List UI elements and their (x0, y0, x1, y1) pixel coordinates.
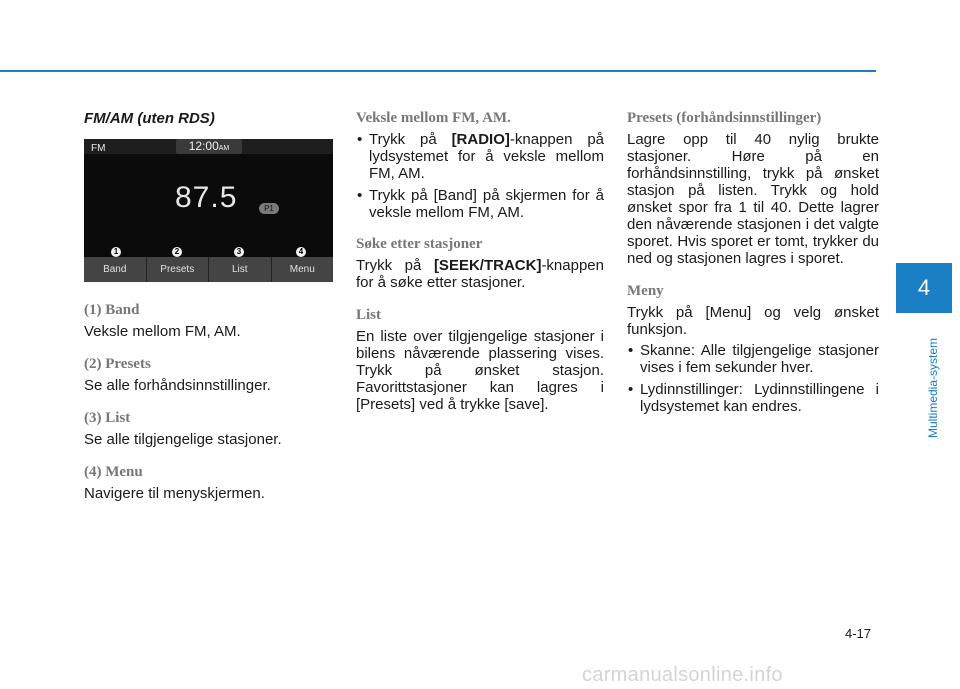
callout-badge-3: 3 (234, 247, 244, 257)
screen-tab-bar (84, 257, 333, 282)
column-right (627, 104, 879, 420)
screen-tab-list: List (209, 257, 272, 282)
item-text-list: Se alle tilgjengelige stasjoner. (84, 431, 282, 448)
radio-key-label: [RADIO] (451, 131, 510, 148)
chapter-tab: 4 (896, 263, 952, 313)
clock-ampm: AM (218, 145, 230, 152)
screen-tab-band: Band (84, 257, 147, 282)
list-item: • Skanne: Alle tilgjengelige stasjoner vises i fem sekunder hver. (627, 342, 879, 376)
callout-badge-1: 1 (111, 247, 121, 257)
heading-toggle-fm-am: Veksle mellom FM, AM. (356, 110, 511, 126)
text-presets: Lagre opp til 40 nylig brukte stasjoner. Høre på en forhåndsinnstilling, trykk på ønsket stasjon på listen. Trykk og hold ønsket spor fra 1 til 40. Dette lagrer den nåværende stasjonen i det valgte sporet. Hvis sporet er tomt, trykker du ned og stasjonen lagres i sporet. (627, 131, 879, 267)
heading-list: List (356, 307, 382, 323)
bullet-list-toggle (356, 131, 604, 221)
seek-key-label: [SEEK/TRACK] (433, 257, 542, 274)
item-heading-presets: (2) Presets (84, 356, 151, 372)
screen-frequency: 87.5 (175, 181, 238, 214)
screen-tab-menu: Menu (272, 257, 334, 282)
radio-screen-image (84, 139, 333, 282)
heading-menu: Meny (627, 283, 664, 299)
heading-presets: Presets (forhåndsinnstillinger) (627, 110, 822, 126)
screen-preset-badge: P1 (259, 203, 279, 214)
screen-tab-presets: Presets (147, 257, 210, 282)
screen-band-label: FM (91, 143, 106, 154)
section-title: FM/AM (uten RDS) (84, 110, 215, 127)
item-heading-menu: (4) Menu (84, 464, 143, 480)
list-item: • Trykk på [RADIO]-knappen på lydsystemet for å veksle mellom FM, AM. (356, 131, 604, 182)
item-heading-list: (3) List (84, 410, 131, 426)
list-item: • Lydinnstillinger: Lydinnstillingene i lydsystemet kan endres. (627, 381, 879, 415)
column-middle (356, 104, 604, 413)
clock-time: 12:00 (188, 139, 219, 153)
callout-badge-2: 2 (172, 247, 182, 257)
item-text-menu: Navigere til menyskjermen. (84, 485, 265, 502)
text-seek: Trykk på [SEEK/TRACK]-knappen for å søke etter stasjoner. (356, 257, 604, 291)
bullet-list-menu (627, 342, 879, 415)
side-chapter-label: Multimedia-system (926, 337, 940, 438)
text-list: En liste over tilgjengelige stasjoner i bilens nåværende plassering vises. Trykk på ønsket stasjon. Favorittstasjoner kan lagres i [Presets] ved å trykke [save]. (356, 328, 604, 413)
screen-clock (176, 139, 242, 154)
list-item: • Trykk på [Band] på skjermen for å veksle mellom FM, AM. (356, 187, 604, 221)
item-text-presets: Se alle forhåndsinnstillinger. (84, 377, 271, 394)
heading-seek: Søke etter stasjoner (356, 236, 483, 252)
item-heading-band: (1) Band (84, 302, 140, 318)
top-rule (0, 70, 876, 72)
page-number: 4-17 (845, 626, 872, 641)
callout-badge-4: 4 (296, 247, 306, 257)
text-menu: Trykk på [Menu] og velg ønsket funksjon. (627, 304, 879, 338)
item-text-band: Veksle mellom FM, AM. (84, 323, 241, 340)
column-left (84, 104, 334, 502)
watermark: carmanualsonline.info (582, 664, 783, 686)
